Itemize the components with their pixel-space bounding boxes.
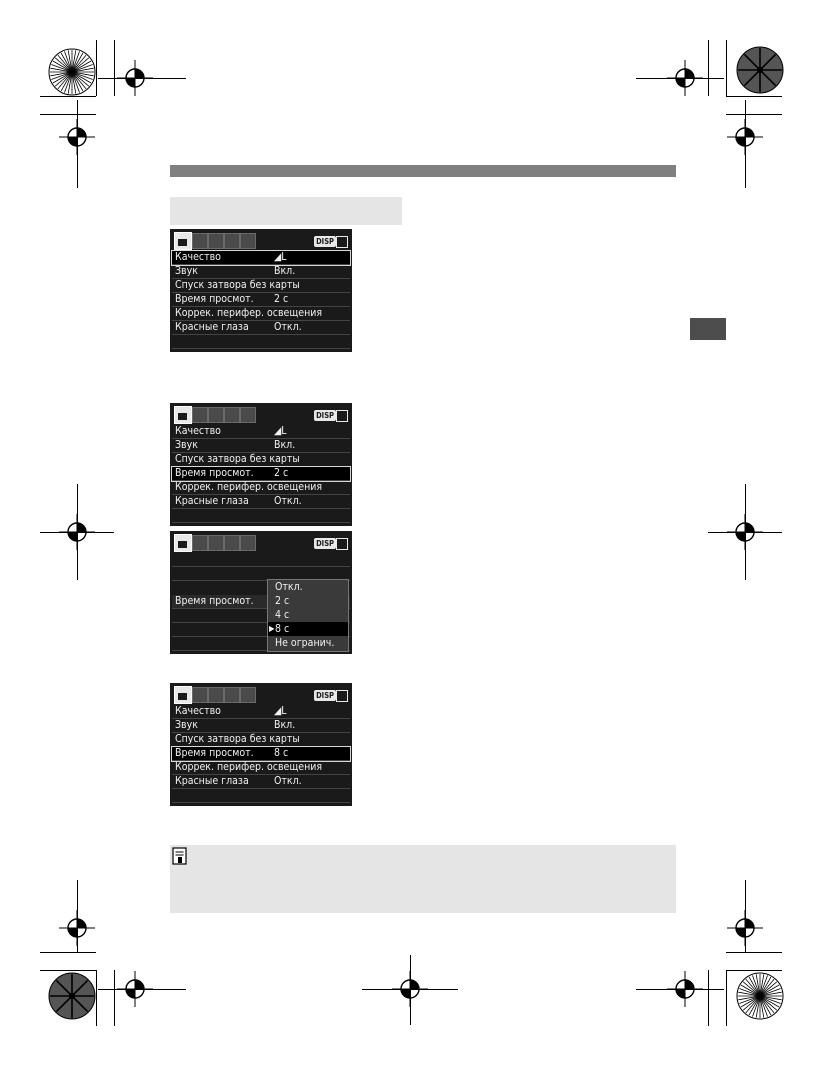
option-label: Не огранич. — [275, 637, 335, 649]
chapter-side-tab — [690, 318, 726, 340]
shooting-tab-2-icon — [192, 407, 208, 423]
setup-tab-2-icon — [240, 233, 256, 249]
starburst-rosette-icon — [48, 972, 96, 1020]
menu-row-value: Откл. — [274, 321, 302, 333]
menu-row-value: Откл. — [274, 775, 302, 787]
playback-tab-icon — [208, 233, 224, 249]
starburst-rosette-icon — [736, 46, 784, 94]
setup-tab-2-icon — [240, 535, 256, 551]
option-label: 4 с — [275, 609, 290, 621]
menu-tab-strip — [172, 231, 350, 251]
menu-row-label: Спуск затвора без карты — [175, 279, 300, 291]
menu-row-label: Коррек. перифер. освещения — [175, 307, 323, 319]
menu-tab-strip — [172, 685, 350, 705]
camera-menu-screen — [170, 683, 352, 806]
option-list — [267, 579, 349, 652]
menu-row[interactable] — [172, 425, 350, 439]
menu-row-label: Спуск затвора без карты — [175, 453, 300, 465]
shooting-tab-icon — [174, 686, 192, 704]
setup-tab-2-icon — [240, 407, 256, 423]
shooting-tab-2-icon — [192, 233, 208, 249]
menu-tab-strip — [172, 405, 350, 425]
setup-tab-icon — [224, 687, 240, 703]
menu-row-value: Вкл. — [274, 439, 296, 451]
menu-row-label: Звук — [175, 719, 198, 731]
menu-row-label: Время просмот. — [175, 467, 254, 479]
playback-tab-icon — [208, 535, 224, 551]
playback-tab-icon — [208, 687, 224, 703]
starburst-rosette-icon — [736, 972, 784, 1020]
menu-row-value: Вкл. — [274, 265, 296, 277]
disp-badge: DISP — [316, 539, 334, 548]
option-item[interactable] — [268, 608, 348, 622]
shooting-tab-2-icon — [192, 535, 208, 551]
menu-row-label: Коррек. перифер. освещения — [175, 481, 323, 493]
menu-row[interactable] — [172, 705, 350, 719]
menu-row-label: Красные глаза — [175, 495, 249, 507]
starburst-rosette-icon — [48, 48, 96, 96]
menu-row-value: ◢L — [274, 705, 287, 717]
setup-tab-icon — [224, 233, 240, 249]
menu-row[interactable] — [172, 775, 350, 789]
mymenu-tab-icon — [336, 538, 348, 550]
menu-row-blank — [172, 553, 350, 567]
menu-row[interactable] — [172, 761, 350, 775]
note-box — [170, 845, 676, 913]
option-label: 2 с — [275, 595, 290, 607]
shooting-tab-icon — [174, 232, 192, 250]
menu-row[interactable] — [172, 747, 350, 761]
selection-arrow-icon: ▶ — [269, 624, 275, 633]
setup-tab-icon — [224, 535, 240, 551]
disp-badge: DISP — [316, 237, 334, 246]
menu-row[interactable] — [172, 307, 350, 321]
menu-row[interactable] — [172, 467, 350, 481]
section-header-bar — [170, 165, 676, 177]
camera-option-screen — [170, 531, 352, 654]
camera-menu-screen — [170, 403, 352, 526]
shooting-tab-icon — [174, 534, 192, 552]
menu-row[interactable] — [172, 439, 350, 453]
disp-badge: DISP — [316, 691, 334, 700]
menu-row-label: Качество — [175, 705, 221, 717]
option-item[interactable] — [268, 622, 348, 636]
menu-row-label: Качество — [175, 425, 221, 437]
memo-icon — [172, 847, 188, 865]
menu-tab-strip — [172, 533, 350, 553]
menu-row[interactable] — [172, 719, 350, 733]
subheading-box — [170, 197, 402, 225]
menu-row-label: Спуск затвора без карты — [175, 733, 300, 745]
shooting-tab-icon — [174, 406, 192, 424]
playback-tab-icon — [208, 407, 224, 423]
menu-row-label: Время просмот. — [175, 747, 254, 759]
mymenu-tab-icon — [336, 410, 348, 422]
menu-row[interactable] — [172, 293, 350, 307]
menu-row[interactable] — [172, 251, 350, 265]
menu-row-label: Красные глаза — [175, 321, 249, 333]
option-item[interactable] — [268, 636, 348, 650]
menu-row[interactable] — [172, 495, 350, 509]
menu-row-blank — [172, 335, 350, 349]
menu-row[interactable] — [172, 481, 350, 495]
menu-row-label: Коррек. перифер. освещения — [175, 761, 323, 773]
menu-row[interactable] — [172, 265, 350, 279]
mymenu-tab-icon — [336, 690, 348, 702]
menu-row-value: 2 с — [274, 293, 289, 305]
menu-row-blank — [172, 789, 350, 803]
menu-row-label: Звук — [175, 439, 198, 451]
menu-row-value: Вкл. — [274, 719, 296, 731]
menu-row-label: Качество — [175, 251, 221, 263]
menu-row-label: Время просмот. — [175, 293, 254, 305]
option-item[interactable] — [268, 594, 348, 608]
menu-row[interactable] — [172, 453, 350, 467]
menu-row-value: ◢L — [274, 251, 287, 263]
setup-tab-2-icon — [240, 687, 256, 703]
menu-row-value: 2 с — [274, 467, 289, 479]
menu-row-value: ◢L — [274, 425, 287, 437]
option-label: Откл. — [275, 581, 303, 593]
option-label: 8 с — [275, 623, 290, 635]
menu-row-label: Звук — [175, 265, 198, 277]
mymenu-tab-icon — [336, 236, 348, 248]
disp-badge: DISP — [316, 411, 334, 420]
shooting-tab-2-icon — [192, 687, 208, 703]
camera-menu-screen — [170, 229, 352, 352]
menu-row[interactable] — [172, 733, 350, 747]
menu-row-label: Красные глаза — [175, 775, 249, 787]
menu-row-value: Откл. — [274, 495, 302, 507]
option-item[interactable] — [268, 580, 348, 594]
menu-row-blank — [172, 509, 350, 523]
menu-row-value: 8 с — [274, 747, 289, 759]
setup-tab-icon — [224, 407, 240, 423]
menu-row[interactable] — [172, 279, 350, 293]
menu-row[interactable] — [172, 321, 350, 335]
setting-label: Время просмот. — [175, 595, 254, 607]
